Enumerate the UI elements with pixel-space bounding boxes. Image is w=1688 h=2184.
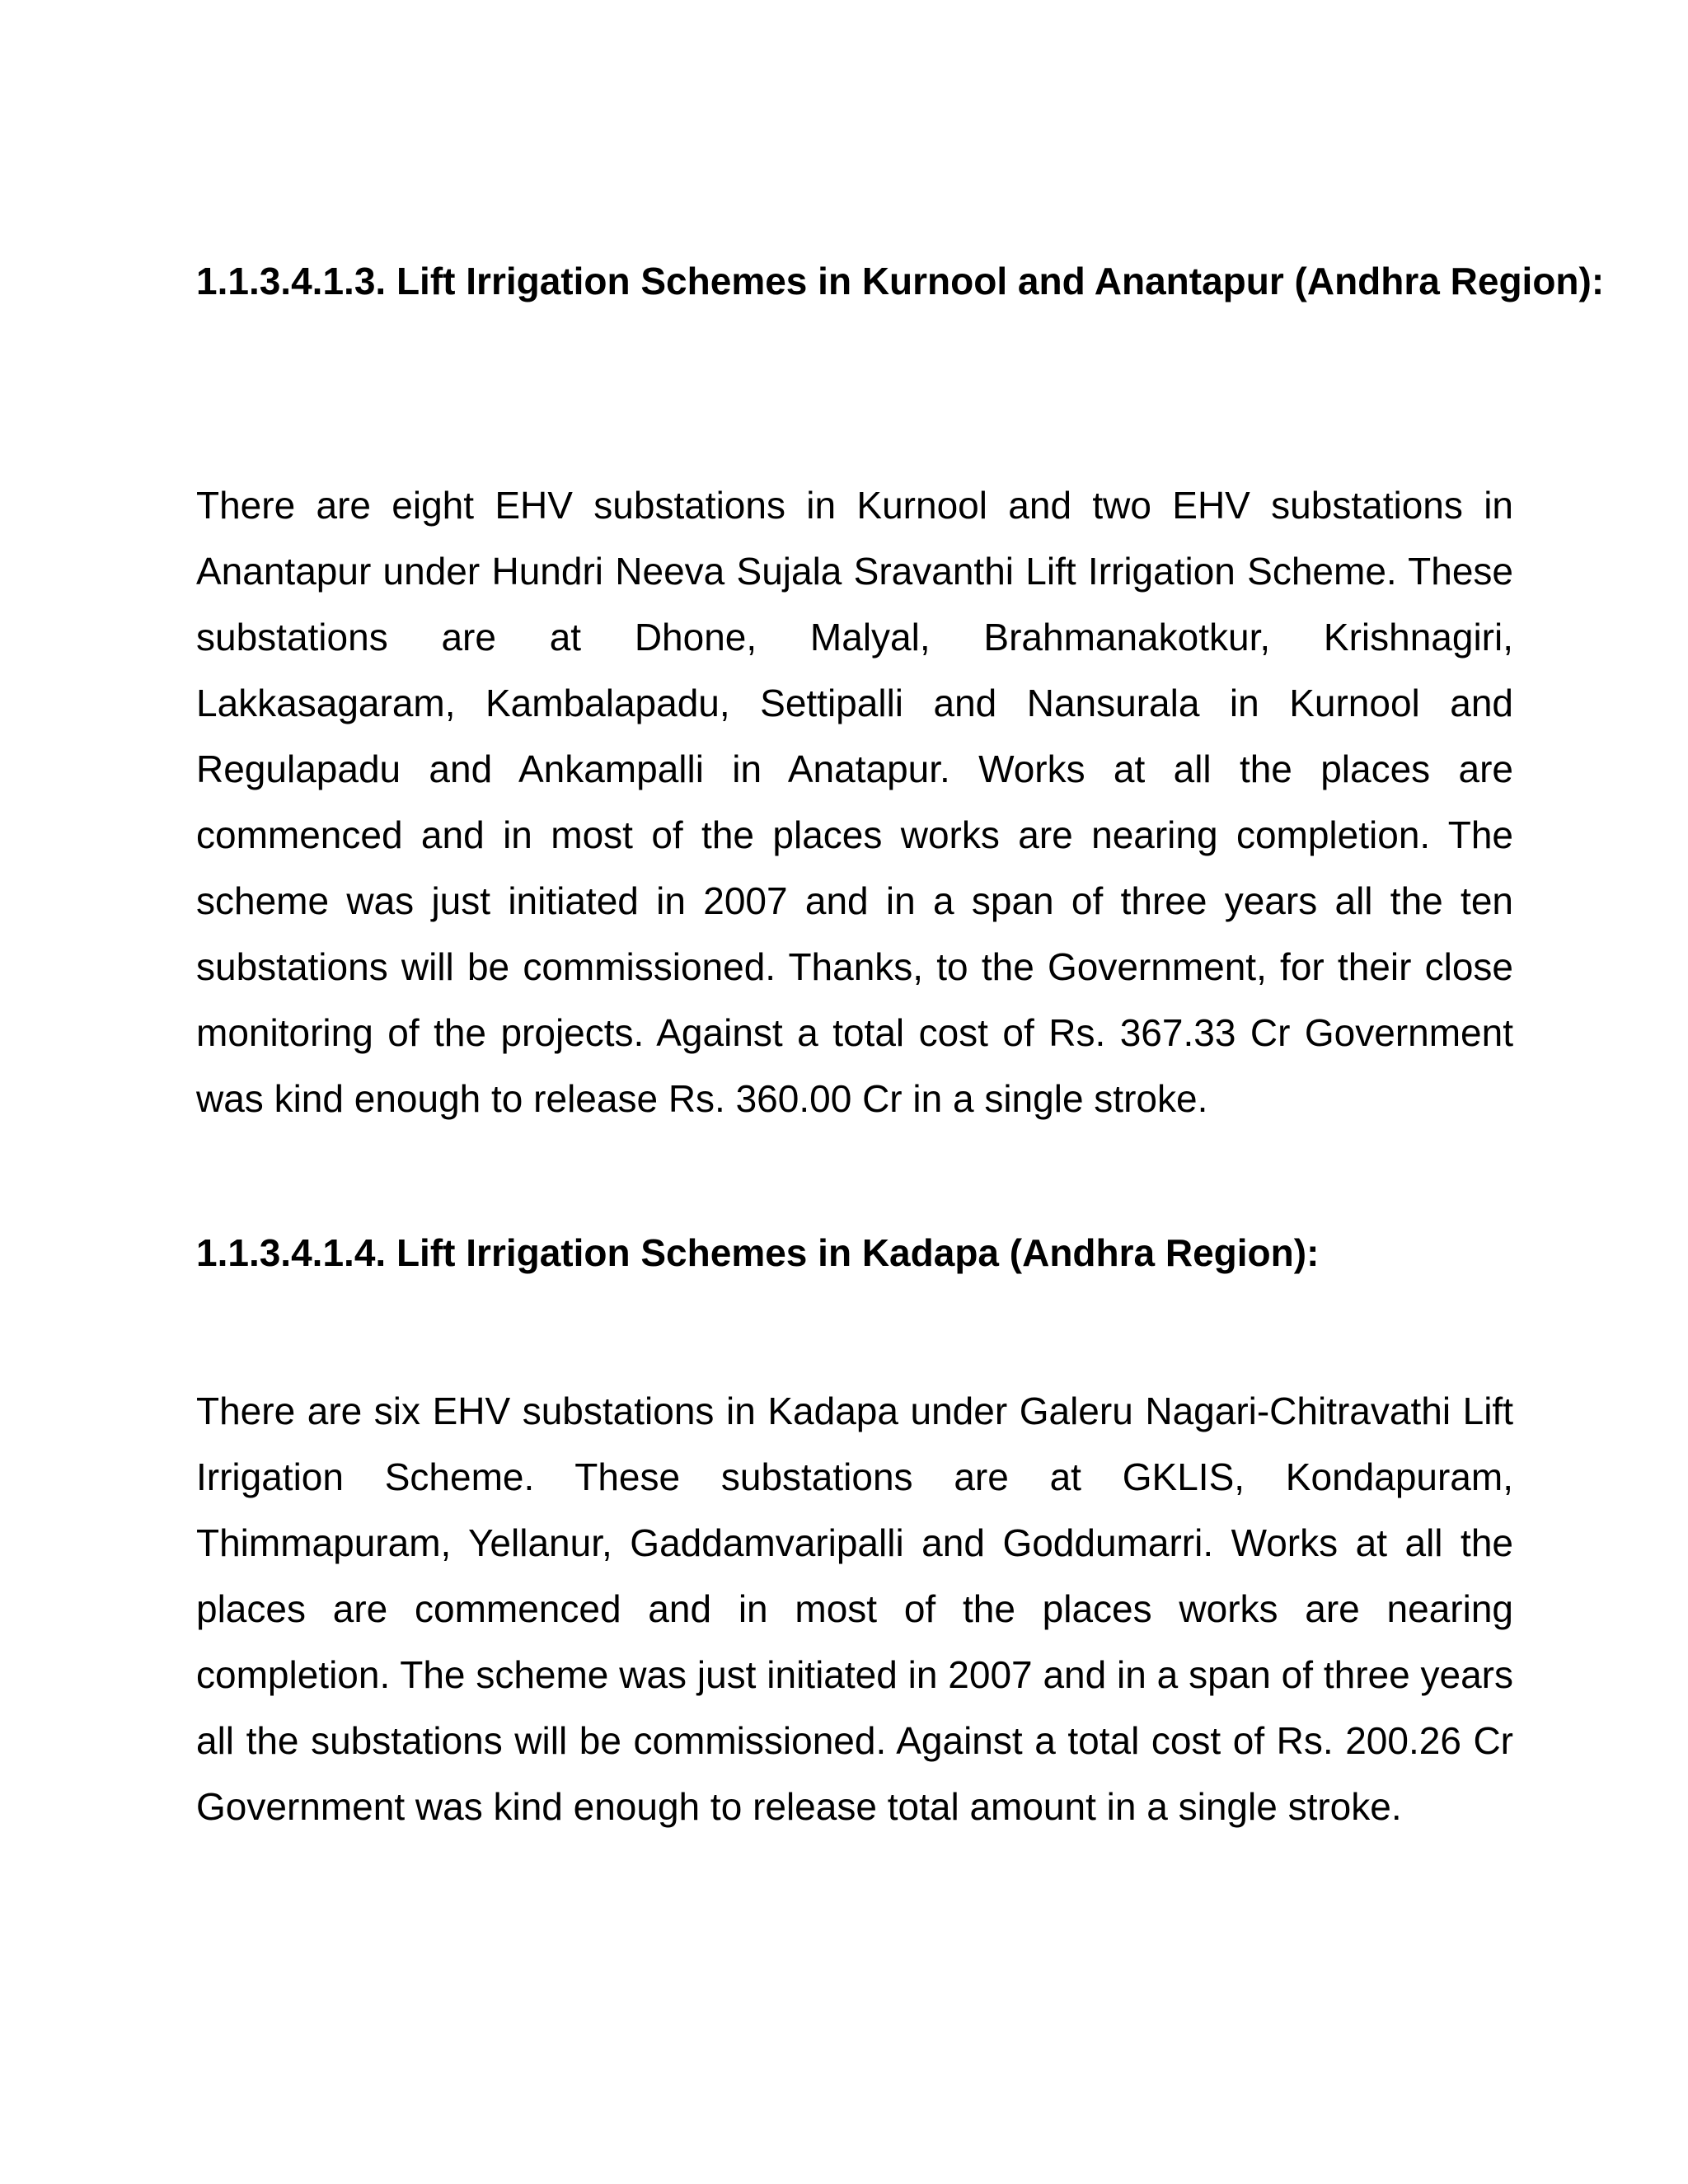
section-paragraph: There are six EHV substations in Kadapa under Galeru Nagari-Chitravathi Lift Irrigation Scheme. These substations are at GKLIS, Kondapuram, Thimmapuram, Yellanur, Gaddamvaripalli and Goddumarri. Works at all the places are commenced and in most of the places works are nearing completion. The scheme was just initiated in 2007 and in a span of three years all the substations will be commissioned. Against a total cost of Rs. 200.26 Cr Government was kind enough to release total amount in a single stroke. [196,1390,1513,1828]
section-paragraph: There are eight EHV substations in Kurnool and two EHV substations in Anantapur under Hundri Neeva Sujala Sravanthi Lift Irrigation Scheme. These substations are at Dhone, Malyal, Brahmanakotkur, Krishnagiri, Lakkasagaram, Kambalapadu, Settipalli and Nansurala in Kurnool and Regulapadu and Ankampalli in Anatapur. Works at all the places are commenced and in most of the places works are nearing completion. The scheme was just initiated in 2007 and in a span of three years all the ten substations will be commissioned. Thanks, to the Government, for their close monitoring of the projects. Against a total cost of Rs. 367.33 Cr Government was kind enough to release Rs. 360.00 Cr in a single stroke. [196,484,1513,1120]
section-heading: 1.1.3.4.1.4. Lift Irrigation Schemes in Kadapa (Andhra Region): [196,1231,1320,1274]
section-heading: 1.1.3.4.1.3. Lift Irrigation Schemes in Kurnool and Anantapur (Andhra Region): [196,260,1605,302]
